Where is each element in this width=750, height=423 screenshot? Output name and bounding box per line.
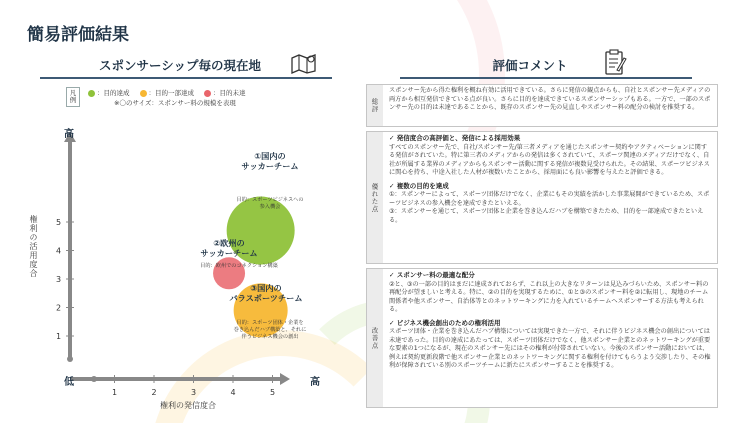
legend-dot-green — [88, 90, 95, 97]
bubble-note-3: 目的：スポーツ団体・企業を 巻き込んだハブ構築と、それに 伴うビジネス機会の創出 — [233, 320, 307, 340]
y-axis-low: 低 — [64, 377, 74, 388]
y-axis-label: 権利の活用度合 — [29, 215, 38, 278]
x-axis-arrow — [280, 373, 290, 385]
y-tick-label: 1 — [56, 332, 62, 341]
y-tick-label: 2 — [56, 303, 62, 313]
summary-text: スポンサー先から得た権利を概ね有効に活用できている。さらに発信の観点からも、自社とスポンサー先メディアの両方から相互発信できている点が良い。さらに目的を達成できているスポンサーシップもある。一方で、一部のスポンサー先の目的は未達であることから、既存のスポンサー先の見直しやスポンサー料の配分の検討を推奨する。 — [389, 87, 711, 111]
section-improvements — [366, 268, 718, 408]
bubble-label-1: ①国内の サッカーチーム — [241, 151, 299, 171]
y-tick-label: 3 — [56, 275, 62, 284]
bubble-label-3: ③国内の バラスポーツチーム — [229, 283, 303, 303]
improvement-2-heading: ✓ ビジネス機会創出のための権利活用 — [389, 318, 501, 327]
section-strengths-side: 優れた点 — [367, 132, 383, 263]
y-axis-origin — [67, 356, 73, 362]
legend-items — [88, 88, 246, 97]
strength-1-heading: ✓ 発信度合の高評価と、発信による採用効果 — [389, 134, 521, 142]
strength-1-text: すべてのスポンサー先で、自社/スポンサー先/第三者メディアを通じたスポンサー契約やアクティベーションに関する発信がされていた。特に第三者のメディアからの発信は多くされていて、スポーツ関連のメディアだけでなく、自社が所属する業界のメディアからもスポンサー活動に関する発信が複数見受けられた。その結果、スポーツビジネスに関心を持ち、中途入社した人材が複数いたことから、採用面にも良い影響を与えたと評価できる。 — [389, 143, 710, 176]
improvement-1-heading: ✓ スポンサー料の最適な配分 — [389, 271, 475, 279]
legend-note: ※〇のサイズ：スポンサー料の規模を表現 — [114, 99, 236, 107]
clipboard-icon — [603, 48, 627, 80]
bubble-note-2: 目的：欧州でのコネクション構築 — [200, 263, 278, 269]
improvement-1-text: ②と、③の一部の目的はまだに達成されておらず、これ以上の大きなリターンは見込みづらいため、スポンサー料の再配分が望ましいと考える。特に、②の目的を実現するために、①と③のスポンサー料を②に転用し、現地のチーム関係者や他スポンサー、自治体等とのネットワーキングに力を入れているチームへスポンサーする方法も考えられる。 — [389, 280, 709, 313]
x-tick-label: 5 — [270, 388, 276, 397]
strength-2-heading: ✓ 複数の目的を達成 — [389, 181, 449, 190]
legend-label: 凡例 — [66, 87, 80, 107]
x-tick-label: 1 — [112, 388, 118, 397]
y-tick-label: 5 — [56, 218, 62, 227]
legend-dot-red — [204, 90, 211, 97]
right-heading-underline — [400, 77, 692, 79]
page-title: 簡易評価結果 — [27, 25, 129, 45]
section-summary-body — [389, 87, 711, 114]
right-heading: 評価コメント — [492, 58, 568, 73]
x-axis-origin — [91, 376, 97, 382]
x-tick-label: 4 — [230, 388, 236, 397]
map-icon — [290, 52, 318, 78]
legend — [66, 87, 280, 107]
legend-dot-yellow — [140, 90, 147, 97]
improvement-2-text: スポーツ団体・企業を巻き込んだハブ構築については実現できた一方で、それに伴うビジネス機会の創出については未達であった。目的の達成にあたっては、スポーツ団体だけでなく、他スポンサー企業とのネットワーキングが重要な要素の1つになるが、現在のスポンサー先にはその権利が付帯されていない。今後のスポンサー活動においては、例えば契約更新段階で他スポンサー企業とのネットワーキングに関する権利を付けてもらうよう交渉したり、その権利が保障されている別のスポーツチームに新たにスポンサーすることを推奨する。 — [389, 328, 711, 369]
section-strengths — [366, 131, 718, 264]
section-improvements-body — [389, 271, 711, 372]
legend-item-partial: ：目的一部達成 — [140, 88, 195, 97]
y-tick-label: 4 — [56, 246, 62, 256]
y-axis-high: 高 — [64, 129, 74, 140]
left-heading-underline — [40, 77, 332, 79]
x-tick-label: 2 — [151, 388, 157, 397]
section-improvements-side: 改善点 — [367, 269, 383, 407]
legend-item-achieved: ：目的達成 — [88, 88, 130, 97]
section-summary-side: 総評 — [367, 85, 383, 126]
legend-item-unachieved: ：目的未達 — [204, 88, 246, 97]
section-summary — [366, 84, 718, 127]
bubble-label-2: ②欧州の サッカーチーム — [200, 238, 258, 258]
x-tick-label: 3 — [191, 388, 197, 397]
x-axis-label: 権利の発信度合 — [160, 401, 216, 410]
strength-2-text: ①：スポンサーによって、スポーツ団体だけでなく、企業にもその実績を活かした事業展開ができているため、スポーツビジネスの参入機会を達成できたといえる。 ③：スポンサーを通じて、スポーツ団体と企業を巻き込んだハブを構築できたため、目的を一部達成できたといえる。 — [389, 191, 710, 224]
left-heading: スポンサーシップ毎の現在地 — [98, 58, 261, 73]
section-strengths-body — [389, 134, 711, 226]
bubble-note-1: 目的：スポーツビジネスへの 参入機会 — [236, 197, 304, 210]
x-axis-high: 高 — [310, 377, 320, 388]
